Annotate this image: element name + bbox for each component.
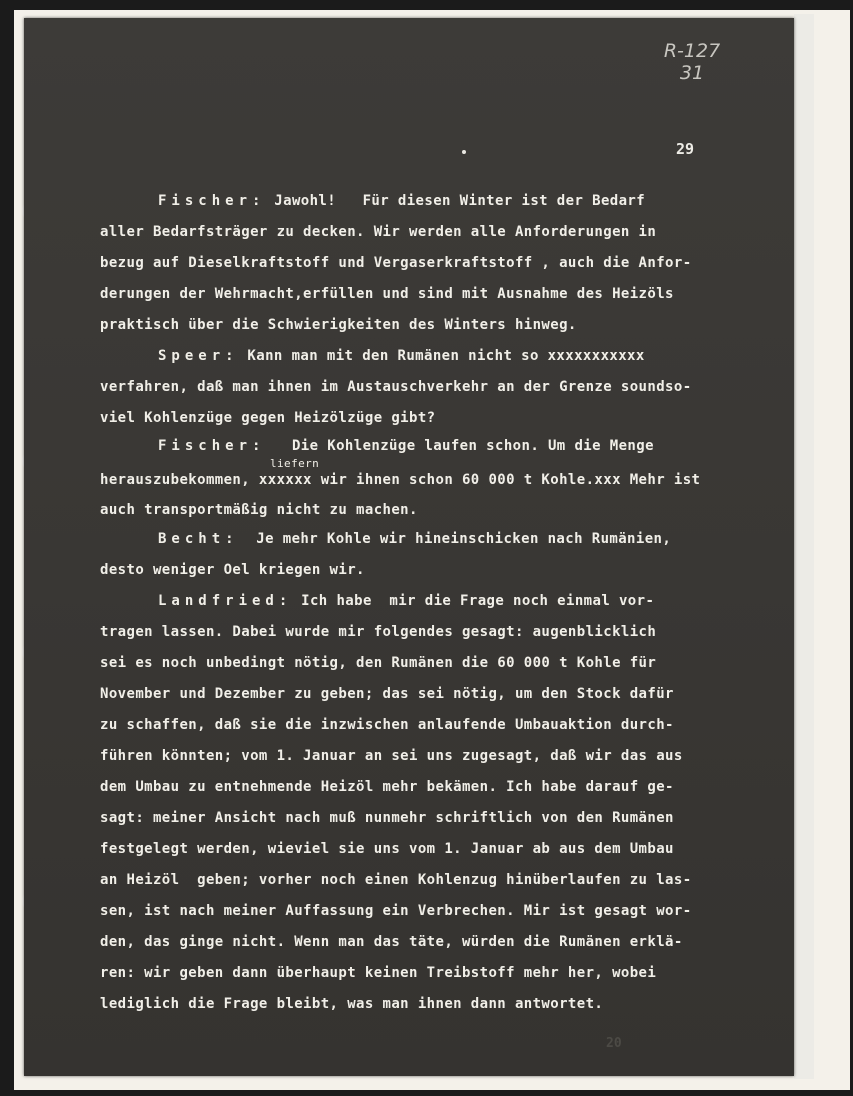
speaker-name: Landfried: [158,593,293,609]
text-line: November und Dezember zu geben; das sei nötig, um den Stock dafür [100,686,674,702]
text-line: verfahren, daß man ihnen im Austauschverkehr an der Grenze soundso- [100,379,692,395]
text-line: praktisch über die Schwierigkeiten des Winters hinweg. [100,317,577,333]
text-line: derungen der Wehrmacht,erfüllen und sind mit Ausnahme des Heizöls [100,286,674,302]
text-line: festgelegt werden, wieviel sie uns vom 1. Januar ab aus dem Umbau [100,841,674,857]
paragraph-text: Kann man mit den Rumänen nicht so xxxxxxxxxxx [247,348,645,364]
text-line: lediglich die Frage bleibt, was man ihnen dann antwortet. [100,996,604,1012]
text-line: desto weniger Oel kriegen wir. [100,562,365,578]
annotation-line: 31 [679,62,705,84]
text-line: ren: wir geben dann überhaupt keinen Treibstoff mehr her, wobei [100,965,657,981]
paragraph-text: Die Kohlenzüge laufen schon. Um die Menge [274,438,654,454]
text-line: den, das ginge nicht. Wenn man das täte, würden die Rumänen erklä- [100,934,683,950]
paragraph-text: Ich habe mir die Frage noch einmal vor- [301,593,655,609]
document-body [100,186,740,1020]
paragraph-first-line [100,586,740,617]
page-number: 29 [676,140,695,158]
text-line: dem Umbau zu entnehmende Heizöl mehr bekämen. Ich habe darauf ge- [100,779,674,795]
text-line: bezug auf Dieselkraftstoff und Vergaserkraftstoff , auch die Anfor- [100,255,692,271]
paragraph-first-line [100,524,740,555]
paragraph-text: Jawohl! Für diesen Winter ist der Bedarf [274,193,646,209]
text-line: herauszubekommen, xxxxxx wir ihnen schon 60 000 t Kohle.xxx Mehr ist [100,472,701,488]
paragraph-first-line [100,186,740,217]
annotation-line: R-127 [663,40,721,62]
text-line: führen könnten; vom 1. Januar an sei uns zugesagt, daß wir das aus [100,748,683,764]
paragraph-first-line [100,341,740,372]
text-line: sagt: meiner Ansicht nach muß nunmehr schriftlich von den Rumänen [100,810,674,826]
faded-footer-mark: 20 [606,1036,622,1051]
page-dot [462,150,466,154]
page-edge [794,14,814,1079]
text-line: zu schaffen, daß sie die inzwischen anlaufende Umbauaktion durch- [100,717,674,733]
text-line: aller Bedarfsträger zu decken. Wir werden alle Anforderungen in [100,224,657,240]
speaker-name: Fischer: [158,438,266,454]
speaker-name: Fischer: [158,193,266,209]
speaker-name: Becht: [158,531,239,547]
archive-annotation [652,40,732,84]
text-line: sei es noch unbedingt nötig, den Rumänen die 60 000 t Kohle für [100,655,657,671]
text-line: auch transportmäßig nicht zu machen. [100,502,418,518]
text-line: viel Kohlenzüge gegen Heizölzüge gibt? [100,410,436,426]
paragraph-text: Je mehr Kohle wir hineinschicken nach Rumänien, [247,531,672,547]
paragraph-first-line [100,434,740,458]
text-line: tragen lassen. Dabei wurde mir folgendes gesagt: augenblicklich [100,624,657,640]
interlinear-correction: liefern [270,457,320,470]
text-line: an Heizöl geben; vorher noch einen Kohlenzug hinüberlaufen zu las- [100,872,692,888]
text-line: sen, ist nach meiner Auffassung ein Verbrechen. Mir ist gesagt wor- [100,903,692,919]
speaker-name: Speer: [158,348,239,364]
